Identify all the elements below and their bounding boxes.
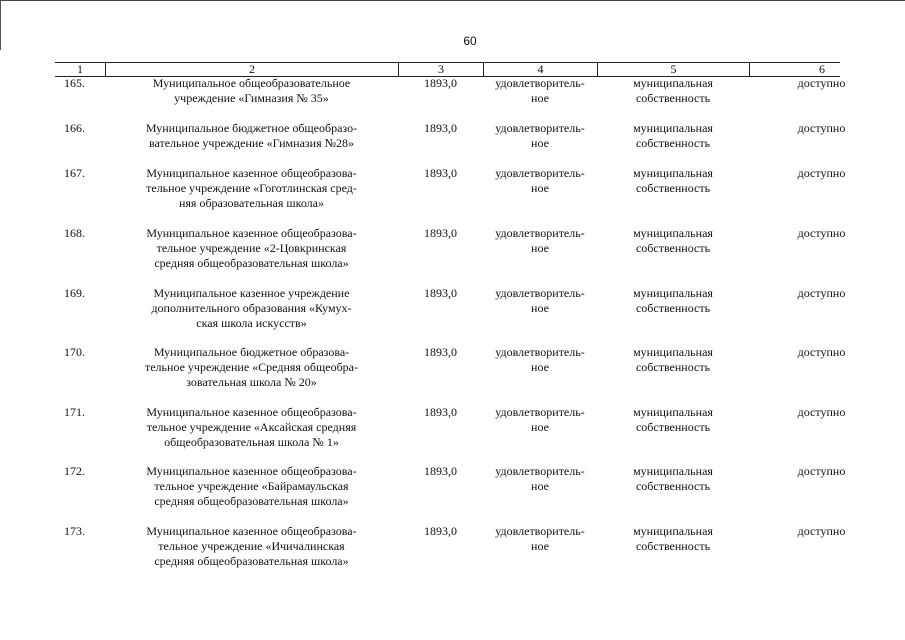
institution-name-line: средняя общеобразовательная школа» [154,494,349,508]
condition-status-line: удовлетворитель- [495,76,585,90]
ownership-type-line: собственность [635,420,711,434]
condition-status-line: удовлетворитель- [495,345,585,359]
area-value: 1893,0 [424,76,457,90]
condition-status-line: удовлетворитель- [495,464,585,478]
institution-name-line: учреждение «Гимназия № 35» [174,91,329,105]
institution-name-line: Муниципальное общеобразовательное [152,76,351,90]
area-value: 1893,0 [424,405,457,419]
row-number: 168. [64,226,85,240]
ownership-type-line: собственность [635,360,711,374]
ownership-type-line: собственность [635,241,711,255]
area-value: 1893,0 [424,121,457,135]
accessibility-status: доступно [797,226,846,240]
ownership-type-line: собственность [635,539,711,553]
ownership-type-line: собственность [635,136,711,150]
condition-status [483,345,597,375]
condition-status-line: ное [531,91,549,105]
condition-status [483,166,597,196]
area-value: 1893,0 [424,166,457,180]
condition-status-line: ное [531,360,549,374]
accessibility-status: доступно [797,464,846,478]
institution-name [105,121,398,151]
institution-name-line: тельное учреждение «Гоготлинская сред- [146,181,357,195]
column-number-header [55,62,840,77]
row-number: 169. [64,286,85,300]
ownership-type [597,121,749,151]
row-number: 172. [64,464,85,478]
ownership-type-line: муниципальная [633,166,713,180]
institution-name [105,226,398,271]
institution-name-line: Муниципальное казенное общеобразова- [146,405,357,419]
row-number: 173. [64,524,85,538]
institution-name-line: Муниципальное бюджетное общеобразо- [145,121,358,135]
row-number: 167. [64,166,85,180]
area-value: 1893,0 [424,345,457,359]
condition-status [483,121,597,151]
institution-name-line: Муниципальное казенное общеобразова- [146,226,357,240]
condition-status-line: удовлетворитель- [495,405,585,419]
condition-status-line: ное [531,420,549,434]
ownership-type-line: муниципальная [633,121,713,135]
ownership-type [597,286,749,316]
scan-edge-top [0,0,905,1]
column-header-4: 4 [483,63,597,76]
column-header-1: 1 [77,62,83,76]
area-value: 1893,0 [424,524,457,538]
ownership-type-line: муниципальная [633,464,713,478]
institution-name [105,286,398,331]
area-value: 1893,0 [424,286,457,300]
ownership-type-line: муниципальная [633,286,713,300]
ownership-type [597,76,749,106]
institution-name-line: зовательная школа № 20» [186,375,317,389]
ownership-type [597,405,749,435]
institution-name-line: Муниципальное казенное общеобразова- [146,524,357,538]
institution-name [105,345,398,390]
institution-name-line: Муниципальное казенное общеобразова- [146,166,357,180]
institution-name-line: Муниципальное казенное общеобразова- [146,464,357,478]
accessibility-status: доступно [797,121,846,135]
accessibility-status: доступно [797,524,846,538]
scan-edge-left [0,0,1,50]
condition-status-line: ное [531,479,549,493]
condition-status-line: ное [531,136,549,150]
row-number: 170. [64,345,85,359]
institution-name-line: тельное учреждение «Ичичалинская [158,539,345,553]
accessibility-status: доступно [797,345,846,359]
condition-status-line: удовлетворитель- [495,166,585,180]
institution-name-line: ская школа искусств» [196,316,307,330]
condition-status-line: ное [531,181,549,195]
institution-name-line: дополнительного образования «Кумух- [151,301,352,315]
area-value: 1893,0 [424,226,457,240]
condition-status-line: удовлетворитель- [495,121,585,135]
institution-name-line: средняя общеобразовательная школа» [154,256,349,270]
condition-status-line: ное [531,301,549,315]
row-number: 165. [64,76,85,90]
condition-status [483,226,597,256]
condition-status-line: удовлетворитель- [495,226,585,240]
ownership-type [597,524,749,554]
condition-status-line: удовлетворитель- [495,524,585,538]
institution-name [105,76,398,106]
institution-name-line: вательное учреждение «Гимназия №28» [148,136,355,150]
ownership-type-line: муниципальная [633,405,713,419]
accessibility-status: доступно [797,76,846,90]
row-number: 171. [64,405,85,419]
ownership-type [597,166,749,196]
column-header-5: 5 [597,63,749,76]
condition-status [483,76,597,106]
column-header-2: 2 [105,63,398,76]
institution-name-line: тельное учреждение «Средняя общеобра- [144,360,359,374]
ownership-type-line: собственность [635,91,711,105]
institution-name-line: тельное учреждение «2-Цовкринская [156,241,347,255]
ownership-type [597,226,749,256]
condition-status-line: ное [531,539,549,553]
institution-name-line: общеобразовательная школа № 1» [164,435,339,449]
ownership-type [597,345,749,375]
institution-name [105,405,398,450]
institution-name-line: средняя общеобразовательная школа» [154,554,349,568]
condition-status-line: ное [531,241,549,255]
institution-name-line: Муниципальное казенное учреждение [153,286,350,300]
institution-name [105,524,398,569]
condition-status [483,464,597,494]
page-number: 60 [463,34,477,48]
condition-status [483,286,597,316]
institution-name [105,166,398,211]
ownership-type-line: муниципальная [633,226,713,240]
institution-name [105,464,398,509]
area-value: 1893,0 [424,464,457,478]
ownership-type-line: муниципальная [633,76,713,90]
condition-status [483,524,597,554]
column-header-3: 3 [398,63,483,76]
ownership-type-line: собственность [635,181,711,195]
accessibility-status: доступно [797,286,846,300]
ownership-type-line: муниципальная [633,345,713,359]
facilities-table [55,62,846,568]
condition-status-line: удовлетворитель- [495,286,585,300]
accessibility-status: доступно [797,166,846,180]
condition-status [483,405,597,435]
accessibility-status: доступно [797,405,846,419]
column-header-6: 6 [749,63,894,76]
ownership-type-line: собственность [635,479,711,493]
institution-name-line: тельное учреждение «Аксайская средняя [146,420,357,434]
institution-name-line: тельное учреждение «Байрамаульская [154,479,349,493]
institution-name-line: няя образовательная школа» [178,196,324,210]
row-number: 166. [64,121,85,135]
institution-name-line: Муниципальное бюджетное образова- [153,345,350,359]
ownership-type-line: муниципальная [633,524,713,538]
ownership-type [597,464,749,494]
ownership-type-line: собственность [635,301,711,315]
